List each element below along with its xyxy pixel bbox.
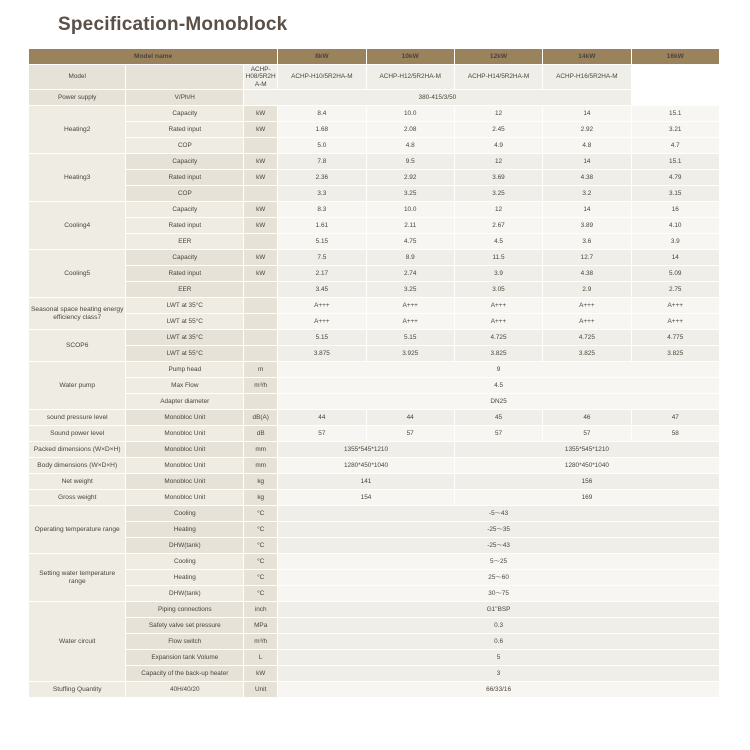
row-unit: m [244, 362, 278, 378]
table-row [29, 506, 720, 522]
row-value: 44 [366, 410, 454, 426]
row-value: 2.74 [366, 266, 454, 282]
row-value: 30～75 [278, 586, 720, 602]
row-value: 25～60 [278, 570, 720, 586]
row-unit: °C [244, 506, 278, 522]
row-unit: dB [244, 426, 278, 442]
row-value: 2.36 [278, 170, 366, 186]
row-label: Rated input [126, 218, 244, 234]
table-row [29, 538, 720, 554]
row-label: Capacity [126, 106, 244, 122]
row-label: DHW(tank) [126, 586, 244, 602]
row-value: 16 [631, 202, 719, 218]
table-row [29, 65, 720, 90]
table-row [29, 170, 720, 186]
row-unit: V/Ph/H [126, 90, 244, 106]
row-value: 57 [366, 426, 454, 442]
table-row [29, 602, 720, 618]
row-value: A+++ [454, 314, 542, 330]
row-value: 1355*545*1210 [454, 442, 719, 458]
row-value: -5～43 [278, 506, 720, 522]
row-value: 58 [631, 426, 719, 442]
row-value: 3.25 [366, 282, 454, 298]
row-unit: MPa [244, 618, 278, 634]
table-row [29, 522, 720, 538]
row-unit [244, 282, 278, 298]
table-row [29, 346, 720, 362]
row-label: LWT at 55°C [126, 314, 244, 330]
row-unit [244, 314, 278, 330]
row-value: 3.925 [366, 346, 454, 362]
row-group-label: Water circuit [29, 602, 126, 682]
row-group-label: Net weight [29, 474, 126, 490]
table-row [29, 218, 720, 234]
table-row [29, 394, 720, 410]
row-value: 45 [454, 410, 542, 426]
row-label: Max Flow [126, 378, 244, 394]
row-value: 380-415/3/50 [244, 90, 631, 106]
row-label: Monobloc Unit [126, 474, 244, 490]
row-value: 3.875 [278, 346, 366, 362]
row-unit: °C [244, 554, 278, 570]
row-value: 4.9 [454, 138, 542, 154]
row-label: LWT at 35°C [126, 298, 244, 314]
table-body [29, 49, 720, 698]
row-value: 5 [278, 650, 720, 666]
row-unit: kg [244, 490, 278, 506]
row-value: 4.38 [543, 266, 631, 282]
row-label: Expansion tank Volume [126, 650, 244, 666]
row-unit [244, 346, 278, 362]
row-label: Model [29, 65, 126, 90]
table-row [29, 634, 720, 650]
row-value: ACHP-H14/5R2HA-M [454, 65, 542, 90]
row-value: 1280*450*1040 [278, 458, 455, 474]
row-unit: kW [244, 170, 278, 186]
header-capacity-column: 8kW [278, 49, 366, 65]
row-value: 4.725 [543, 330, 631, 346]
row-value: 3.825 [631, 346, 719, 362]
row-value: 2.92 [366, 170, 454, 186]
row-value: 5.15 [278, 330, 366, 346]
table-row [29, 410, 720, 426]
row-group-label: Sound power level [29, 426, 126, 442]
row-value: 12.7 [543, 250, 631, 266]
row-value: 1.61 [278, 218, 366, 234]
row-group-label: Stuffing Quantity [29, 682, 126, 698]
row-group-label: Body dimensions (W×D×H) [29, 458, 126, 474]
table-row [29, 650, 720, 666]
row-unit: kW [244, 202, 278, 218]
row-value: 4.10 [631, 218, 719, 234]
row-group-label: sound pressure level [29, 410, 126, 426]
row-label: Power supply [29, 90, 126, 106]
row-value: 14 [543, 202, 631, 218]
row-value: 12 [454, 202, 542, 218]
row-group-label: SCOP6 [29, 330, 126, 362]
row-value: 2.92 [543, 122, 631, 138]
row-label: Capacity [126, 250, 244, 266]
row-value: 2.9 [543, 282, 631, 298]
row-value: A+++ [278, 298, 366, 314]
row-value: 44 [278, 410, 366, 426]
row-value: 8.9 [366, 250, 454, 266]
table-row [29, 458, 720, 474]
row-value: 4.75 [366, 234, 454, 250]
row-value: 12 [454, 154, 542, 170]
row-unit [244, 394, 278, 410]
row-value: 46 [543, 410, 631, 426]
row-value: A+++ [631, 314, 719, 330]
row-value: 4.79 [631, 170, 719, 186]
row-label: 40H/40/20 [126, 682, 244, 698]
row-value: 14 [543, 154, 631, 170]
row-value: 9.5 [366, 154, 454, 170]
table-row [29, 202, 720, 218]
row-value: 57 [543, 426, 631, 442]
row-unit [244, 186, 278, 202]
page-title: Specification-Monoblock [58, 14, 288, 35]
table-header-row [29, 49, 720, 65]
row-value: 5～25 [278, 554, 720, 570]
row-value: 2.11 [366, 218, 454, 234]
row-label: LWT at 55°C [126, 346, 244, 362]
row-group-label: Setting water temperature range [29, 554, 126, 602]
row-value: 57 [454, 426, 542, 442]
row-unit: inch [244, 602, 278, 618]
table-row [29, 250, 720, 266]
row-group-label: Cooling4 [29, 202, 126, 250]
row-label: Capacity [126, 202, 244, 218]
row-value: ACHP-H10/5R2HA-M [278, 65, 366, 90]
row-group-label: Heating2 [29, 106, 126, 154]
row-label: DHW(tank) [126, 538, 244, 554]
row-value: 7.8 [278, 154, 366, 170]
row-unit: °C [244, 570, 278, 586]
table-row [29, 282, 720, 298]
table-row [29, 330, 720, 346]
table-row [29, 362, 720, 378]
row-value: 1.68 [278, 122, 366, 138]
row-label: Capacity [126, 154, 244, 170]
row-value: 3.25 [454, 186, 542, 202]
row-value: 2.75 [631, 282, 719, 298]
row-value: 4.7 [631, 138, 719, 154]
row-label: Rated input [126, 122, 244, 138]
row-label: Piping connections [126, 602, 244, 618]
row-value: ACHP-H12/5R2HA-M [366, 65, 454, 90]
row-value: 4.775 [631, 330, 719, 346]
row-label: Cooling [126, 506, 244, 522]
row-value: 3.2 [543, 186, 631, 202]
row-value: 4.38 [543, 170, 631, 186]
row-value: 9 [278, 362, 720, 378]
row-value: 154 [278, 490, 455, 506]
row-unit: kW [244, 154, 278, 170]
table-row [29, 426, 720, 442]
table-row [29, 570, 720, 586]
row-label: Monobloc Unit [126, 426, 244, 442]
table-row [29, 106, 720, 122]
row-value: 12 [454, 106, 542, 122]
table-row [29, 378, 720, 394]
row-value: 3.45 [278, 282, 366, 298]
row-value: 4.8 [543, 138, 631, 154]
row-value: 3.3 [278, 186, 366, 202]
row-unit: kW [244, 106, 278, 122]
row-label: EER [126, 282, 244, 298]
row-value: 5.09 [631, 266, 719, 282]
row-value: 2.08 [366, 122, 454, 138]
row-label: COP [126, 186, 244, 202]
row-unit: kW [244, 218, 278, 234]
row-value: 3.69 [454, 170, 542, 186]
row-unit: kW [244, 666, 278, 682]
row-value: 14 [631, 250, 719, 266]
specification-table [28, 48, 720, 698]
row-unit: mm [244, 458, 278, 474]
row-label: Heating [126, 570, 244, 586]
row-unit: kg [244, 474, 278, 490]
row-group-label: Seasonal space heating energy efficiency class7 [29, 298, 126, 330]
row-unit: mm [244, 442, 278, 458]
row-label: Monobloc Unit [126, 442, 244, 458]
row-label: Rated input [126, 266, 244, 282]
row-unit: L [244, 650, 278, 666]
table-row [29, 154, 720, 170]
table-row [29, 186, 720, 202]
row-value: 15.1 [631, 106, 719, 122]
row-value: 1355*545*1210 [278, 442, 455, 458]
row-value: 3.25 [366, 186, 454, 202]
row-unit: kW [244, 122, 278, 138]
row-unit [244, 298, 278, 314]
row-unit: Unit [244, 682, 278, 698]
row-value: 14 [543, 106, 631, 122]
row-value: DN25 [278, 394, 720, 410]
table-row [29, 442, 720, 458]
row-value: A+++ [454, 298, 542, 314]
row-label: Monobloc Unit [126, 410, 244, 426]
row-value: 3.9 [631, 234, 719, 250]
table-row [29, 554, 720, 570]
row-value: 3 [278, 666, 720, 682]
row-value: A+++ [366, 298, 454, 314]
row-value: 0.6 [278, 634, 720, 650]
row-label: Adapter diameter [126, 394, 244, 410]
row-label: EER [126, 234, 244, 250]
row-value: ACHP-H16/5R2HA-M [543, 65, 631, 90]
row-value: 169 [454, 490, 719, 506]
row-label: Rated input [126, 170, 244, 186]
row-unit: m³/h [244, 378, 278, 394]
row-value: A+++ [278, 314, 366, 330]
table-row [29, 314, 720, 330]
row-value: 8.4 [278, 106, 366, 122]
row-group-label: Operating temperature range [29, 506, 126, 554]
row-value: 3.825 [454, 346, 542, 362]
row-value: 5.0 [278, 138, 366, 154]
row-value: -25～35 [278, 522, 720, 538]
row-value: 3.89 [543, 218, 631, 234]
row-label: Monobloc Unit [126, 490, 244, 506]
row-unit [244, 234, 278, 250]
row-value: 5.15 [366, 330, 454, 346]
row-label: Cooling [126, 554, 244, 570]
row-group-label: Cooling5 [29, 250, 126, 298]
row-value: 11.5 [454, 250, 542, 266]
row-value: A+++ [366, 314, 454, 330]
table-row [29, 298, 720, 314]
row-value: 141 [278, 474, 455, 490]
row-label: Flow switch [126, 634, 244, 650]
row-unit: kW [244, 250, 278, 266]
row-group-label: Water pump [29, 362, 126, 410]
row-value: 3.825 [543, 346, 631, 362]
row-value: A+++ [543, 314, 631, 330]
table-row [29, 618, 720, 634]
row-value: 7.5 [278, 250, 366, 266]
table-row [29, 138, 720, 154]
row-value: 4.5 [454, 234, 542, 250]
row-label: Capacity of the back-up heater [126, 666, 244, 682]
row-value: 3.21 [631, 122, 719, 138]
table-row [29, 234, 720, 250]
row-group-label: Heating3 [29, 154, 126, 202]
row-value: ACHP-H08/5R2HA-M [244, 65, 278, 90]
row-value: 3.05 [454, 282, 542, 298]
row-value: 4.8 [366, 138, 454, 154]
row-value: 47 [631, 410, 719, 426]
row-unit: °C [244, 522, 278, 538]
header-capacity-column: 12kW [454, 49, 542, 65]
row-unit [244, 138, 278, 154]
table-row [29, 122, 720, 138]
row-label: Monobloc Unit [126, 458, 244, 474]
row-unit: m³/h [244, 634, 278, 650]
header-capacity-column: 14kW [543, 49, 631, 65]
table-row [29, 490, 720, 506]
row-group-label: Gross weight [29, 490, 126, 506]
row-group-label: Packed dimensions (W×D×H) [29, 442, 126, 458]
row-unit: °C [244, 586, 278, 602]
row-value: G1"BSP [278, 602, 720, 618]
header-capacity-column: 10kW [366, 49, 454, 65]
row-value: 10.0 [366, 202, 454, 218]
row-value: 57 [278, 426, 366, 442]
row-value: 1280*450*1040 [454, 458, 719, 474]
table-row [29, 266, 720, 282]
table-row [29, 474, 720, 490]
row-value: A+++ [631, 298, 719, 314]
row-unit [244, 330, 278, 346]
row-value: 66/33/16 [278, 682, 720, 698]
row-value: 3.6 [543, 234, 631, 250]
table-row [29, 586, 720, 602]
row-value: 3.9 [454, 266, 542, 282]
header-model-name: Model name [29, 49, 278, 65]
row-label: LWT at 35°C [126, 330, 244, 346]
row-unit: kW [244, 266, 278, 282]
header-capacity-column: 16kW [631, 49, 719, 65]
row-value: 2.45 [454, 122, 542, 138]
row-value: A+++ [543, 298, 631, 314]
row-unit: dB(A) [244, 410, 278, 426]
table-row [29, 90, 720, 106]
table-row [29, 682, 720, 698]
table-row [29, 666, 720, 682]
row-value: 0.3 [278, 618, 720, 634]
row-value: -25～43 [278, 538, 720, 554]
row-value: 2.17 [278, 266, 366, 282]
row-value: 4.5 [278, 378, 720, 394]
row-label: Safety valve set pressure [126, 618, 244, 634]
row-value: 3.15 [631, 186, 719, 202]
row-value: 8.3 [278, 202, 366, 218]
row-value: 5.15 [278, 234, 366, 250]
row-value: 10.0 [366, 106, 454, 122]
row-unit: °C [244, 538, 278, 554]
row-label: COP [126, 138, 244, 154]
row-label: Pump head [126, 362, 244, 378]
row-unit [126, 65, 244, 90]
row-value: 4.725 [454, 330, 542, 346]
row-value: 15.1 [631, 154, 719, 170]
row-value: 2.67 [454, 218, 542, 234]
row-value: 156 [454, 474, 719, 490]
row-label: Heating [126, 522, 244, 538]
